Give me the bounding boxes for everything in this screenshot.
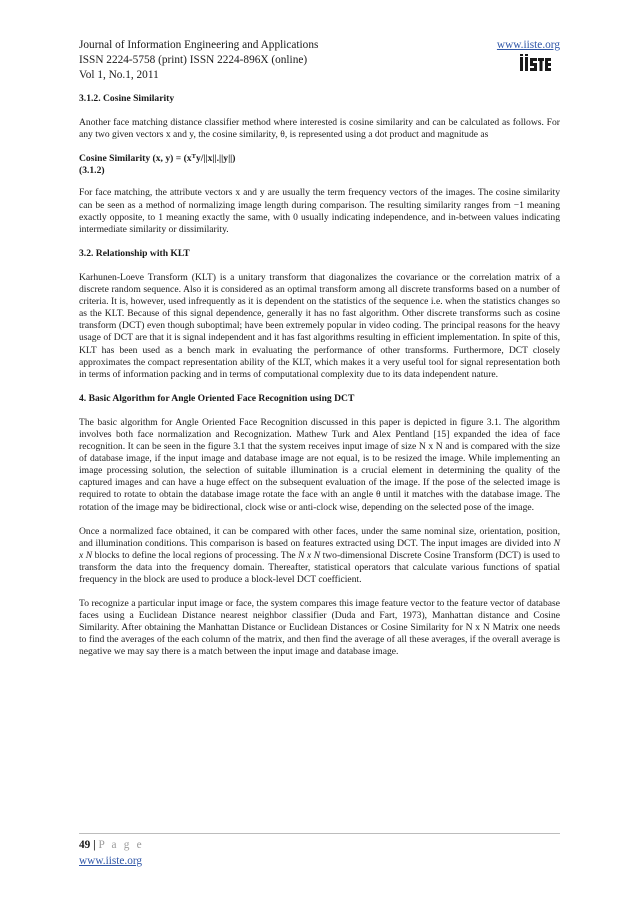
paragraph-text: Once a normalized face obtained, it can be compared with other faces, under the same nominal size, orientation, position, and illumination conditions. This comparison is based on features extracted using DCT. The input images are divided into	[79, 525, 560, 549]
formula-text-rest: y/||x||.||y||)	[195, 153, 236, 165]
page-separator: |	[90, 839, 99, 851]
issn-line: ISSN 2224-5758 (print) ISSN 2224-896X (online)	[79, 54, 308, 67]
journal-title: Journal of Information Engineering and Applications	[79, 39, 319, 51]
article-body	[79, 93, 560, 659]
page-number-line	[79, 838, 560, 854]
formula-number: (3.1.2)	[79, 165, 105, 177]
page-number: 49	[79, 839, 91, 851]
paragraph: For face matching, the attribute vectors x and y are usually the term frequency vectors of the images. The cosine similarity can be seen as a method of normalizing image length during comparison. The resulting similarity ranges from −1 meaning exactly opposite, to 1 meaning exactly the same, with 0 usually indicating independence, and in-between values indicating intermediate similarity or dissimilarity.	[79, 187, 560, 235]
italic-term: N x N	[298, 549, 321, 561]
section-heading-basic-algorithm: 4. Basic Algorithm for Angle Oriented Face Recognition using DCT	[79, 392, 355, 404]
paragraph	[79, 526, 560, 586]
page-footer	[79, 833, 560, 869]
cosine-similarity-formula	[79, 153, 560, 177]
page	[79, 38, 560, 671]
section-heading-klt: 3.2. Relationship with KLT	[79, 247, 190, 259]
footer-website-link[interactable]: www.iiste.org	[79, 854, 143, 867]
paragraph: To recognize a particular input image or face, the system compares this image feature vector to the feature vector of database faces using a Euclidean Distance nearest neighbor classifier (Duda and Fart, 1973), Manhattan distance and Cosine Similarity. After obtaining the Manhattan Distance or Euclidean Distances or Cosine Similarity for N x N Matrix one needs to find the averages of the each column of the matrix, and then find the average of all these averages, if the overall average is negative we may say there is a match between the input image and database image.	[79, 598, 560, 658]
paragraph-text: two-dimensional Discrete Cosine Transform (DCT) is used to transform the data into the frequency domain. Thereafter, statistical operators that calculate various functions of spatial frequency in the block are used to produce a block-level DCT coefficient.	[79, 549, 560, 585]
paragraph: Another face matching distance classifier method where interested is cosine similarity and can be calculated as follows. For any two given vectors x and y, the cosine similarity, θ, is represented using a dot product and magnitude as	[79, 117, 560, 141]
paragraph: Karhunen-Loeve Transform (KLT) is a unitary transform that diagonalizes the covariance or the correlation matrix of a discrete random sequence. Also it is considered as an optimal transform among all discrete transforms based on a number of criteria. It is, however, used infrequently as it is dependent on the statistics of the sequence i.e. when the statistics changes so as the KLT. Because of this signal dependence, generally it has no fast algorithm. Other discrete transforms such as cosine transform (DCT) even though suboptimal; have been extremely popular in video coding. The principal reasons for the heavy usage of DCT are that it is signal independent and it has fast algorithms resulting in efficient implementation. In spite of this, KLT has been used as a bench mark in evaluating the performance of other transforms. Furthermore, DCT closely approximates the compact representation ability of the KLT, which makes it a very useful tool for signal representation both in terms of information packing and in terms of computational complexity due to its data independent nature.	[79, 271, 560, 380]
section-heading-cosine-similarity: 3.1.2. Cosine Similarity	[79, 93, 175, 104]
iiste-logo	[520, 54, 551, 72]
formula-superscript: T	[191, 153, 196, 161]
page-word: P a g e	[98, 839, 144, 851]
italic-term: N x N	[79, 537, 560, 561]
paragraph: The basic algorithm for Angle Oriented Face Recognition discussed in this paper is depicted in figure 3.1. The algorithm involves both face normalization and Recognization. Mathew Turk and Alex Pentland [15] expanded the idea of face recognition. It can be seen in the figure 3.1 that the system receives input image of size N x N and is compared with the size of database image, if the input image and database image are not equal, is to be resized the image. While implementing an image processing solution, the selection of suitable illumination is a crucial element in determining the quality of the captured images and can have a huge effect on the subsequent evaluation of the image. If the pose of the selected image is required to rotate to obtain the database image rotate the face with an angle θ until it matches with the database image. The rotation of the image may be bidirectional, clock wise or anti-clock wise, depending on the selected pose of the image.	[79, 416, 560, 513]
volume-line: Vol 1, No.1, 2011	[79, 69, 159, 82]
page-header	[79, 38, 560, 88]
header-website-link[interactable]: www.iiste.org	[496, 39, 560, 51]
paragraph-text: blocks to define the local regions of processing. The	[92, 549, 299, 561]
formula-text: Cosine Similarity (x, y) = (x	[79, 153, 192, 165]
